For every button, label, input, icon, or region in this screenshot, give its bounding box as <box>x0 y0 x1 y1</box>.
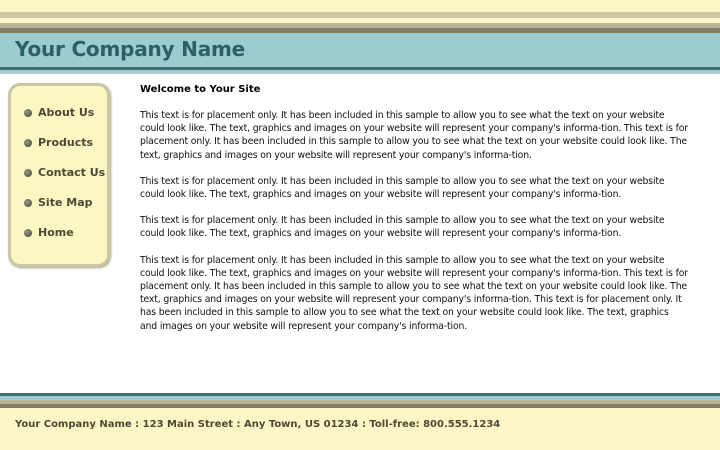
content-paragraph: This text is for placement only. It has been included in this sample to allow you to see what the text on your website could look like. The text, graphics and images on your website will represent your company's informa-tion. <box>140 175 665 201</box>
bullet-icon <box>24 109 32 117</box>
nav-label[interactable]: About Us <box>38 106 95 119</box>
bullet-icon <box>24 139 32 147</box>
nav-item-site-map[interactable] <box>24 196 105 226</box>
header-divider-light <box>0 70 720 74</box>
page-heading: Welcome to Your Site <box>140 84 261 95</box>
nav-list <box>24 106 105 256</box>
main-content <box>140 83 688 346</box>
nav-item-contact-us[interactable] <box>24 166 105 196</box>
site-footer <box>0 408 720 450</box>
top-decorative-bars <box>0 0 720 34</box>
content-paragraph: This text is for placement only. It has been included in this sample to allow you to see what the text on your website could look like. The text, graphics and images on your website will represent your company's informa-tion. This text is for placement only. It has been included in this sample to allow you to see what the text on your website could look like. The text, graphics and images on your website will represent your company's informa-tion. <box>140 110 688 161</box>
sidebar-nav <box>8 83 110 267</box>
nav-item-home[interactable] <box>24 226 105 256</box>
nav-label[interactable]: Contact Us <box>38 166 106 179</box>
nav-item-products[interactable] <box>24 136 105 166</box>
bullet-icon <box>24 229 32 237</box>
nav-item-about-us[interactable] <box>24 106 105 136</box>
bullet-icon <box>24 199 32 207</box>
content-paragraph: This text is for placement only. It has been included in this sample to allow you to see what the text on your website could look like. The text, graphics and images on your website will represent your company's informa-tion. <box>140 215 665 240</box>
bullet-icon <box>24 169 32 177</box>
nav-label[interactable]: Site Map <box>38 196 93 209</box>
content-paragraph: This text is for placement only. It has been included in this sample to allow you to see what the text on your website could look like. The text, graphics and images on your website will represent your company's informa-tion. This text is for placement only. It has been included in this sample to allow you to see what the text on your website could look like. The text, graphics and images on your website will represent your company's informa-tion. This text is for placement only. It has been included in this sample to allow you to see what the text on your website could look like. The text, graphics and images on your website will represent your company's informa-tion. <box>140 254 688 332</box>
footer-contact-info: Your Company Name : 123 Main Street : Any Town, US 01234 : Toll-free: 800.555.1234 <box>15 419 501 430</box>
site-header <box>0 33 720 67</box>
company-name-logo[interactable]: Your Company Name <box>15 37 245 61</box>
nav-label[interactable]: Home <box>38 226 74 239</box>
nav-label[interactable]: Products <box>38 136 94 149</box>
